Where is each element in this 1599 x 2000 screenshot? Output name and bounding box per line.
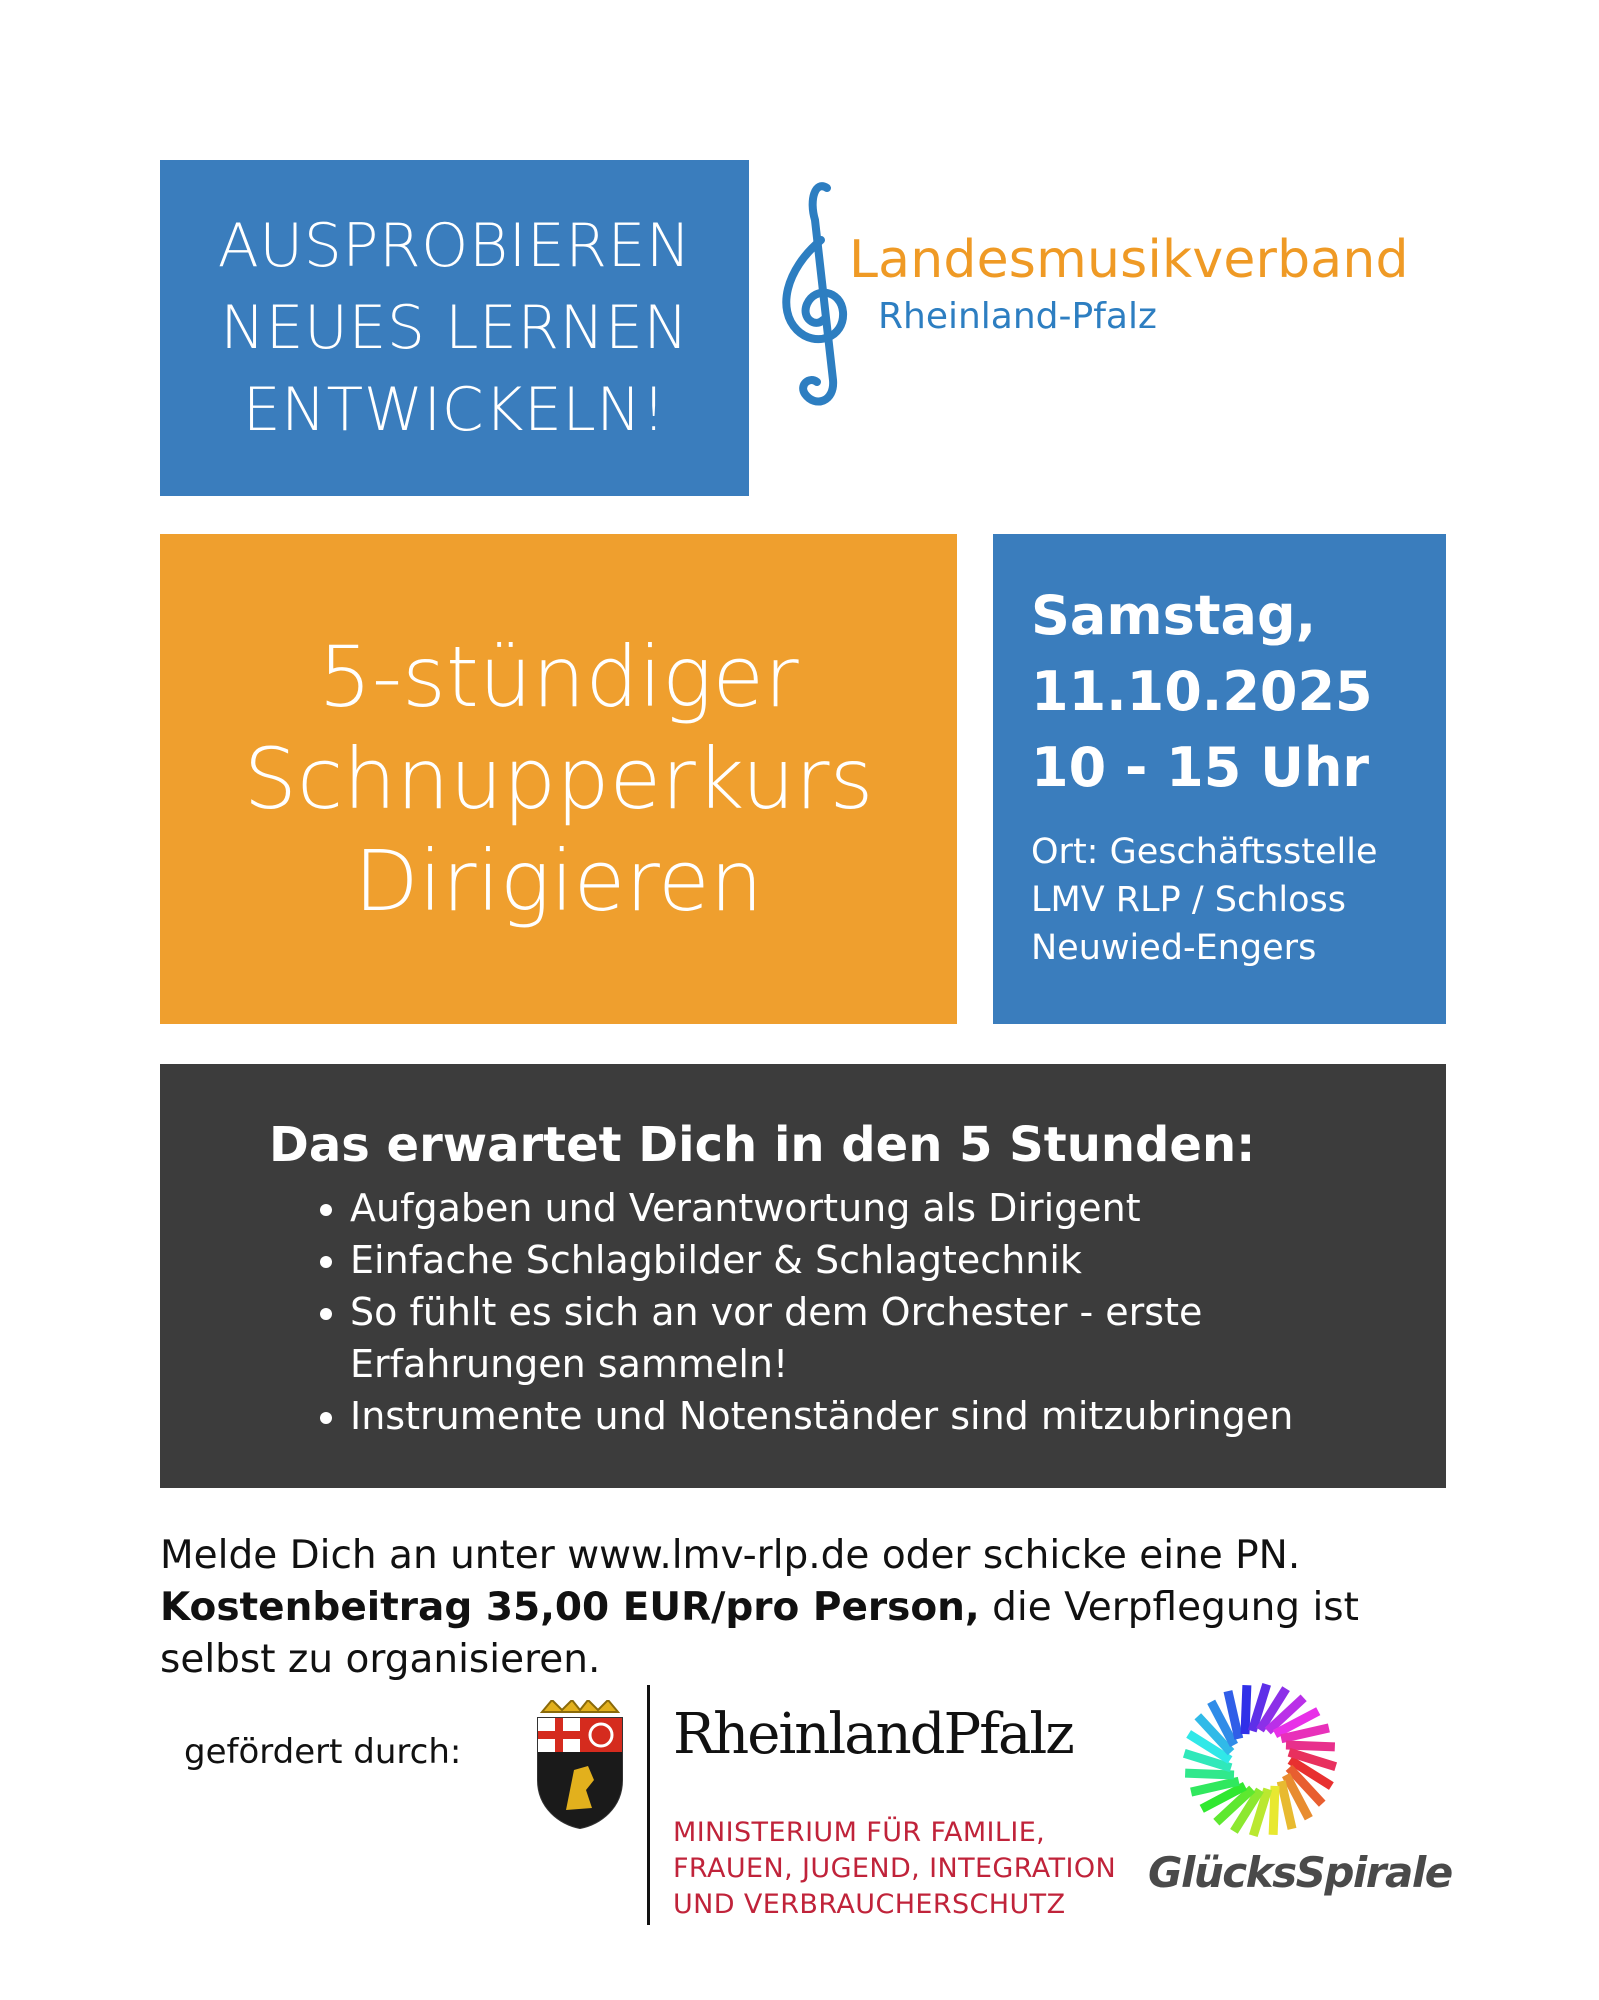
schedule-date: 11.10.2025 [1031, 660, 1373, 723]
coat-of-arms-icon [530, 1700, 630, 1830]
spiral-ray [1245, 1685, 1247, 1734]
course-line-1: 5-stündiger [318, 628, 799, 726]
course-line-2: Schnupperkurs [243, 730, 874, 828]
spiral-ray [1185, 1773, 1234, 1775]
registration-info [160, 1530, 1460, 1686]
logo-region: Rheinland-Pfalz [878, 296, 1157, 337]
cost-note: die Verpflegung ist selbst zu organisieren. [160, 1585, 1359, 1682]
cost-info [160, 1582, 1460, 1686]
spiral-ray [1286, 1745, 1335, 1747]
lmv-logo [775, 180, 1475, 410]
ministry-name [673, 1815, 1116, 1923]
expectations-heading: Das erwartet Dich in den 5 Stunden: [269, 1117, 1256, 1173]
location-line-1: Ort: Geschäftsstelle [1031, 832, 1378, 872]
list-item: • Instrumente und Notenständer sind mitzubringen [350, 1390, 1446, 1442]
logo-name: Landesmusikverband [849, 230, 1409, 290]
slogan-line-2: NEUES LERNEN [220, 293, 689, 363]
ministry-line-2: FRAUEN, JUGEND, INTEGRATION [673, 1853, 1117, 1884]
expectations-list [269, 1182, 1446, 1442]
slogan-line-3: ENTWICKELN! [242, 375, 667, 445]
ministry-line-1: MINISTERIUM FÜR FAMILIE, [673, 1817, 1046, 1848]
list-item: • Einfache Schlagbilder & Schlagtechnik [350, 1234, 1446, 1286]
schedule-day: Samstag, [1031, 584, 1317, 647]
slogan-box [160, 160, 749, 496]
schedule-location [1031, 828, 1446, 972]
funded-by-label: gefördert durch: [184, 1732, 462, 1772]
gluecksspirale-spiral-icon [1180, 1680, 1340, 1840]
slogan-line-1: AUSPROBIEREN [217, 211, 692, 281]
spiral-ray [1273, 1786, 1275, 1835]
course-title-box [160, 534, 957, 1024]
schedule-time: 10 - 15 Uhr [1031, 736, 1370, 799]
schedule-box [993, 534, 1446, 1024]
location-line-3: Neuwied-Engers [1031, 928, 1317, 968]
list-item: • So fühlt es sich an vor dem Orchester - erste Erfahrungen sammeln! [350, 1286, 1446, 1390]
location-line-2: LMV RLP / Schloss [1031, 880, 1346, 920]
course-line-3: Dirigieren [354, 832, 763, 930]
registration-line: Melde Dich an unter www.lmv-rlp.de oder schicke eine PN. [160, 1533, 1301, 1578]
list-item: • Aufgaben und Verantwortung als Dirigent [350, 1182, 1446, 1234]
cost-amount: Kostenbeitrag 35,00 EUR/pro Person, [160, 1585, 980, 1630]
sponsor-divider [647, 1685, 650, 1925]
gluecksspirale-wordmark: GlücksSpirale [1148, 1848, 1452, 1897]
treble-clef-icon [775, 180, 855, 410]
ministry-line-3: UND VERBRAUCHERSCHUTZ [673, 1889, 1066, 1920]
expectations-box [160, 1064, 1446, 1488]
rlp-wordmark: RheinlandPfalz [673, 1702, 1073, 1767]
